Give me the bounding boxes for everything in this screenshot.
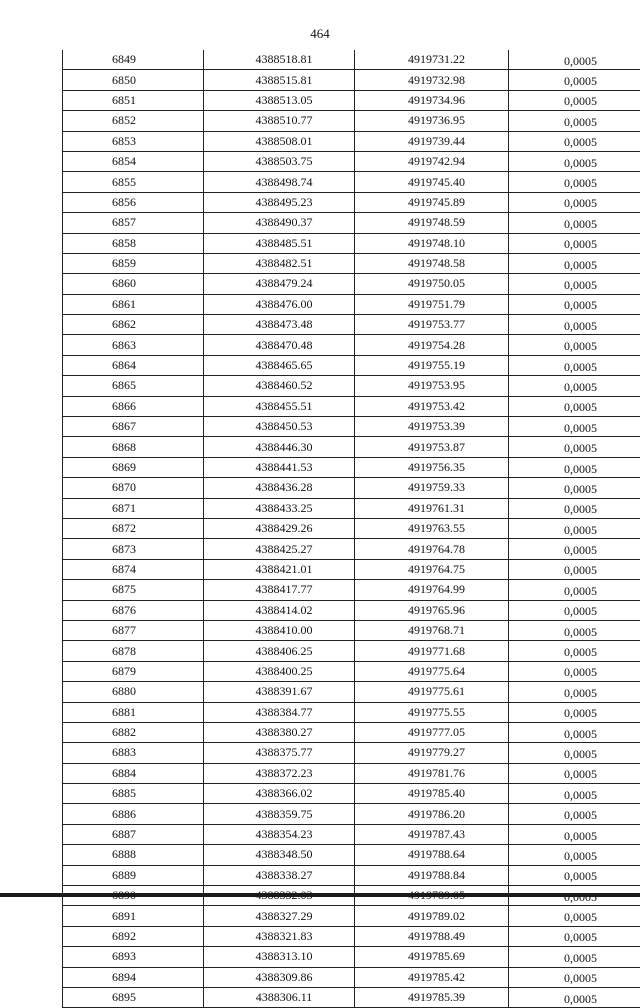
table-row <box>63 967 640 987</box>
table-row <box>63 335 640 355</box>
point-number-cell: 6889 <box>63 865 204 885</box>
x-coordinate-cell: 4388518.81 <box>204 50 355 70</box>
accuracy-cell: 0,0005 <box>509 580 640 600</box>
x-coordinate-cell: 4388366.02 <box>204 784 355 804</box>
coordinates-table-body <box>63 50 640 1008</box>
y-coordinate-cell: 4919785.69 <box>355 947 509 967</box>
point-number-cell: 6894 <box>63 967 204 987</box>
point-number-cell: 6884 <box>63 763 204 783</box>
table-row <box>63 253 640 273</box>
table-row <box>63 845 640 865</box>
table-row <box>63 661 640 681</box>
table-row <box>63 906 640 926</box>
y-coordinate-cell: 4919745.89 <box>355 192 509 212</box>
y-coordinate-cell: 4919788.49 <box>355 926 509 946</box>
x-coordinate-cell: 4388429.26 <box>204 518 355 538</box>
table-row <box>63 763 640 783</box>
point-number-cell: 6891 <box>63 906 204 926</box>
point-number-cell: 6893 <box>63 947 204 967</box>
accuracy-cell: 0,0005 <box>509 804 640 824</box>
accuracy-cell: 0,0005 <box>509 743 640 763</box>
x-coordinate-cell: 4388414.02 <box>204 600 355 620</box>
y-coordinate-cell: 4919742.94 <box>355 151 509 171</box>
table-row <box>63 559 640 579</box>
accuracy-cell: 0,0005 <box>509 559 640 579</box>
table-row <box>63 233 640 253</box>
point-number-cell: 6854 <box>63 151 204 171</box>
table-row <box>63 580 640 600</box>
table-row <box>63 396 640 416</box>
table-row <box>63 90 640 110</box>
table-row <box>63 804 640 824</box>
table-row <box>63 274 640 294</box>
table-row <box>63 600 640 620</box>
y-coordinate-cell: 4919731.22 <box>355 50 509 70</box>
point-number-cell: 6880 <box>63 682 204 702</box>
y-coordinate-cell: 4919753.95 <box>355 376 509 396</box>
table-row <box>63 437 640 457</box>
accuracy-cell: 0,0005 <box>509 294 640 314</box>
table-row <box>63 376 640 396</box>
x-coordinate-cell: 4388479.24 <box>204 274 355 294</box>
accuracy-cell: 0,0005 <box>509 213 640 233</box>
y-coordinate-cell: 4919785.42 <box>355 967 509 987</box>
y-coordinate-cell: 4919787.43 <box>355 824 509 844</box>
accuracy-cell: 0,0005 <box>509 253 640 273</box>
x-coordinate-cell: 4388485.51 <box>204 233 355 253</box>
table-row <box>63 111 640 131</box>
y-coordinate-cell: 4919763.55 <box>355 518 509 538</box>
point-number-cell: 6886 <box>63 804 204 824</box>
accuracy-cell: 0,0005 <box>509 845 640 865</box>
point-number-cell: 6876 <box>63 600 204 620</box>
accuracy-cell: 0,0005 <box>509 172 640 192</box>
accuracy-cell: 0,0005 <box>509 478 640 498</box>
table-row <box>63 620 640 640</box>
y-coordinate-cell: 4919750.05 <box>355 274 509 294</box>
x-coordinate-cell: 4388400.25 <box>204 661 355 681</box>
x-coordinate-cell: 4388359.75 <box>204 804 355 824</box>
point-number-cell: 6856 <box>63 192 204 212</box>
accuracy-cell: 0,0005 <box>509 784 640 804</box>
point-number-cell: 6874 <box>63 559 204 579</box>
point-number-cell: 6864 <box>63 355 204 375</box>
point-number-cell: 6881 <box>63 702 204 722</box>
point-number-cell: 6875 <box>63 580 204 600</box>
accuracy-cell: 0,0005 <box>509 274 640 294</box>
x-coordinate-cell: 4388515.81 <box>204 70 355 90</box>
accuracy-cell: 0,0005 <box>509 661 640 681</box>
x-coordinate-cell: 4388450.53 <box>204 417 355 437</box>
point-number-cell: 6868 <box>63 437 204 457</box>
point-number-cell: 6853 <box>63 131 204 151</box>
point-number-cell: 6849 <box>63 50 204 70</box>
x-coordinate-cell: 4388470.48 <box>204 335 355 355</box>
point-number-cell: 6862 <box>63 315 204 335</box>
accuracy-cell: 0,0005 <box>509 111 640 131</box>
point-number-cell: 6863 <box>63 335 204 355</box>
table-row <box>63 315 640 335</box>
x-coordinate-cell: 4388498.74 <box>204 172 355 192</box>
point-number-cell: 6873 <box>63 539 204 559</box>
x-coordinate-cell: 4388338.27 <box>204 865 355 885</box>
y-coordinate-cell: 4919751.79 <box>355 294 509 314</box>
y-coordinate-cell: 4919753.77 <box>355 315 509 335</box>
x-coordinate-cell: 4388348.50 <box>204 845 355 865</box>
point-number-cell: 6869 <box>63 457 204 477</box>
accuracy-cell: 0,0005 <box>509 722 640 742</box>
y-coordinate-cell: 4919755.19 <box>355 355 509 375</box>
table-row <box>63 70 640 90</box>
accuracy-cell: 0,0005 <box>509 50 640 70</box>
accuracy-cell: 0,0005 <box>509 947 640 967</box>
x-coordinate-cell: 4388406.25 <box>204 641 355 661</box>
table-row <box>63 926 640 946</box>
x-coordinate-cell: 4388503.75 <box>204 151 355 171</box>
y-coordinate-cell: 4919748.58 <box>355 253 509 273</box>
point-number-cell: 6866 <box>63 396 204 416</box>
point-number-cell: 6858 <box>63 233 204 253</box>
y-coordinate-cell: 4919786.20 <box>355 804 509 824</box>
table-row <box>63 682 640 702</box>
point-number-cell: 6885 <box>63 784 204 804</box>
y-coordinate-cell: 4919788.84 <box>355 865 509 885</box>
table-row <box>63 784 640 804</box>
accuracy-cell: 0,0005 <box>509 315 640 335</box>
point-number-cell: 6870 <box>63 478 204 498</box>
point-number-cell: 6871 <box>63 498 204 518</box>
table-row <box>63 722 640 742</box>
accuracy-cell: 0,0005 <box>509 926 640 946</box>
table-row <box>63 539 640 559</box>
x-coordinate-cell: 4388313.10 <box>204 947 355 967</box>
y-coordinate-cell: 4919785.40 <box>355 784 509 804</box>
table-row <box>63 172 640 192</box>
x-coordinate-cell: 4388375.77 <box>204 743 355 763</box>
x-coordinate-cell: 4388410.00 <box>204 620 355 640</box>
x-coordinate-cell: 4388354.23 <box>204 824 355 844</box>
accuracy-cell: 0,0005 <box>509 539 640 559</box>
y-coordinate-cell: 4919754.28 <box>355 335 509 355</box>
point-number-cell: 6861 <box>63 294 204 314</box>
x-coordinate-cell: 4388455.51 <box>204 396 355 416</box>
table-row <box>63 518 640 538</box>
accuracy-cell: 0,0005 <box>509 641 640 661</box>
point-number-cell: 6860 <box>63 274 204 294</box>
table-row <box>63 294 640 314</box>
accuracy-cell: 0,0005 <box>509 151 640 171</box>
table-row <box>63 478 640 498</box>
y-coordinate-cell: 4919753.87 <box>355 437 509 457</box>
accuracy-cell: 0,0005 <box>509 376 640 396</box>
y-coordinate-cell: 4919777.05 <box>355 722 509 742</box>
y-coordinate-cell: 4919764.99 <box>355 580 509 600</box>
y-coordinate-cell: 4919759.33 <box>355 478 509 498</box>
accuracy-cell: 0,0005 <box>509 518 640 538</box>
point-number-cell: 6878 <box>63 641 204 661</box>
point-number-cell: 6883 <box>63 743 204 763</box>
accuracy-cell: 0,0005 <box>509 702 640 722</box>
y-coordinate-cell: 4919775.55 <box>355 702 509 722</box>
x-coordinate-cell: 4388465.65 <box>204 355 355 375</box>
page-number: 464 <box>0 26 640 42</box>
accuracy-cell: 0,0005 <box>509 437 640 457</box>
accuracy-cell: 0,0005 <box>509 131 640 151</box>
point-number-cell: 6877 <box>63 620 204 640</box>
x-coordinate-cell: 4388417.77 <box>204 580 355 600</box>
x-coordinate-cell: 4388421.01 <box>204 559 355 579</box>
x-coordinate-cell: 4388384.77 <box>204 702 355 722</box>
table-row <box>63 987 640 1007</box>
accuracy-cell: 0,0005 <box>509 498 640 518</box>
accuracy-cell: 0,0005 <box>509 355 640 375</box>
x-coordinate-cell: 4388433.25 <box>204 498 355 518</box>
y-coordinate-cell: 4919753.39 <box>355 417 509 437</box>
accuracy-cell: 0,0005 <box>509 682 640 702</box>
accuracy-cell: 0,0005 <box>509 192 640 212</box>
table-row <box>63 417 640 437</box>
y-coordinate-cell: 4919753.42 <box>355 396 509 416</box>
accuracy-cell: 0,0005 <box>509 824 640 844</box>
y-coordinate-cell: 4919768.71 <box>355 620 509 640</box>
table-row <box>63 498 640 518</box>
y-coordinate-cell: 4919761.31 <box>355 498 509 518</box>
x-coordinate-cell: 4388380.27 <box>204 722 355 742</box>
table-row <box>63 743 640 763</box>
x-coordinate-cell: 4388473.48 <box>204 315 355 335</box>
accuracy-cell: 0,0005 <box>509 233 640 253</box>
table-row <box>63 457 640 477</box>
x-coordinate-cell: 4388391.67 <box>204 682 355 702</box>
table-row <box>63 131 640 151</box>
accuracy-cell: 0,0005 <box>509 90 640 110</box>
x-coordinate-cell: 4388510.77 <box>204 111 355 131</box>
y-coordinate-cell: 4919739.44 <box>355 131 509 151</box>
table-row <box>63 213 640 233</box>
table-row <box>63 151 640 171</box>
y-coordinate-cell: 4919748.10 <box>355 233 509 253</box>
y-coordinate-cell: 4919775.64 <box>355 661 509 681</box>
table-row <box>63 641 640 661</box>
point-number-cell: 6879 <box>63 661 204 681</box>
table-row <box>63 702 640 722</box>
point-number-cell: 6888 <box>63 845 204 865</box>
point-number-cell: 6887 <box>63 824 204 844</box>
accuracy-cell: 0,0005 <box>509 417 640 437</box>
point-number-cell: 6892 <box>63 926 204 946</box>
y-coordinate-cell: 4919765.96 <box>355 600 509 620</box>
table-row <box>63 947 640 967</box>
x-coordinate-cell: 4388441.53 <box>204 457 355 477</box>
table-row <box>63 50 640 70</box>
y-coordinate-cell: 4919732.98 <box>355 70 509 90</box>
point-number-cell: 6865 <box>63 376 204 396</box>
y-coordinate-cell: 4919736.95 <box>355 111 509 131</box>
y-coordinate-cell: 4919779.27 <box>355 743 509 763</box>
y-coordinate-cell: 4919775.61 <box>355 682 509 702</box>
accuracy-cell: 0,0005 <box>509 396 640 416</box>
point-number-cell: 6851 <box>63 90 204 110</box>
x-coordinate-cell: 4388476.00 <box>204 294 355 314</box>
table-row <box>63 865 640 885</box>
y-coordinate-cell: 4919756.35 <box>355 457 509 477</box>
point-number-cell: 6855 <box>63 172 204 192</box>
point-number-cell: 6857 <box>63 213 204 233</box>
x-coordinate-cell: 4388508.01 <box>204 131 355 151</box>
y-coordinate-cell: 4919748.59 <box>355 213 509 233</box>
point-number-cell: 6859 <box>63 253 204 273</box>
table-row <box>63 355 640 375</box>
accuracy-cell: 0,0005 <box>509 906 640 926</box>
accuracy-cell: 0,0005 <box>509 457 640 477</box>
x-coordinate-cell: 4388306.11 <box>204 987 355 1007</box>
x-coordinate-cell: 4388425.27 <box>204 539 355 559</box>
x-coordinate-cell: 4388321.83 <box>204 926 355 946</box>
point-number-cell: 6882 <box>63 722 204 742</box>
point-number-cell: 6895 <box>63 987 204 1007</box>
x-coordinate-cell: 4388460.52 <box>204 376 355 396</box>
accuracy-cell: 0,0005 <box>509 70 640 90</box>
table-row <box>63 192 640 212</box>
accuracy-cell: 0,0005 <box>509 967 640 987</box>
x-coordinate-cell: 4388327.29 <box>204 906 355 926</box>
x-coordinate-cell: 4388309.86 <box>204 967 355 987</box>
bottom-rule <box>0 893 640 897</box>
y-coordinate-cell: 4919789.02 <box>355 906 509 926</box>
y-coordinate-cell: 4919764.78 <box>355 539 509 559</box>
point-number-cell: 6867 <box>63 417 204 437</box>
coordinates-table <box>62 50 640 1008</box>
table-row <box>63 824 640 844</box>
accuracy-cell: 0,0005 <box>509 763 640 783</box>
point-number-cell: 6852 <box>63 111 204 131</box>
x-coordinate-cell: 4388490.37 <box>204 213 355 233</box>
x-coordinate-cell: 4388446.30 <box>204 437 355 457</box>
y-coordinate-cell: 4919771.68 <box>355 641 509 661</box>
accuracy-cell: 0,0005 <box>509 600 640 620</box>
x-coordinate-cell: 4388372.23 <box>204 763 355 783</box>
point-number-cell: 6850 <box>63 70 204 90</box>
y-coordinate-cell: 4919788.64 <box>355 845 509 865</box>
x-coordinate-cell: 4388495.23 <box>204 192 355 212</box>
y-coordinate-cell: 4919785.39 <box>355 987 509 1007</box>
y-coordinate-cell: 4919781.76 <box>355 763 509 783</box>
x-coordinate-cell: 4388513.05 <box>204 90 355 110</box>
accuracy-cell: 0,0005 <box>509 620 640 640</box>
point-number-cell: 6872 <box>63 518 204 538</box>
y-coordinate-cell: 4919745.40 <box>355 172 509 192</box>
x-coordinate-cell: 4388482.51 <box>204 253 355 273</box>
x-coordinate-cell: 4388436.28 <box>204 478 355 498</box>
y-coordinate-cell: 4919734.96 <box>355 90 509 110</box>
y-coordinate-cell: 4919764.75 <box>355 559 509 579</box>
accuracy-cell: 0,0005 <box>509 987 640 1007</box>
accuracy-cell: 0,0005 <box>509 865 640 885</box>
accuracy-cell: 0,0005 <box>509 335 640 355</box>
